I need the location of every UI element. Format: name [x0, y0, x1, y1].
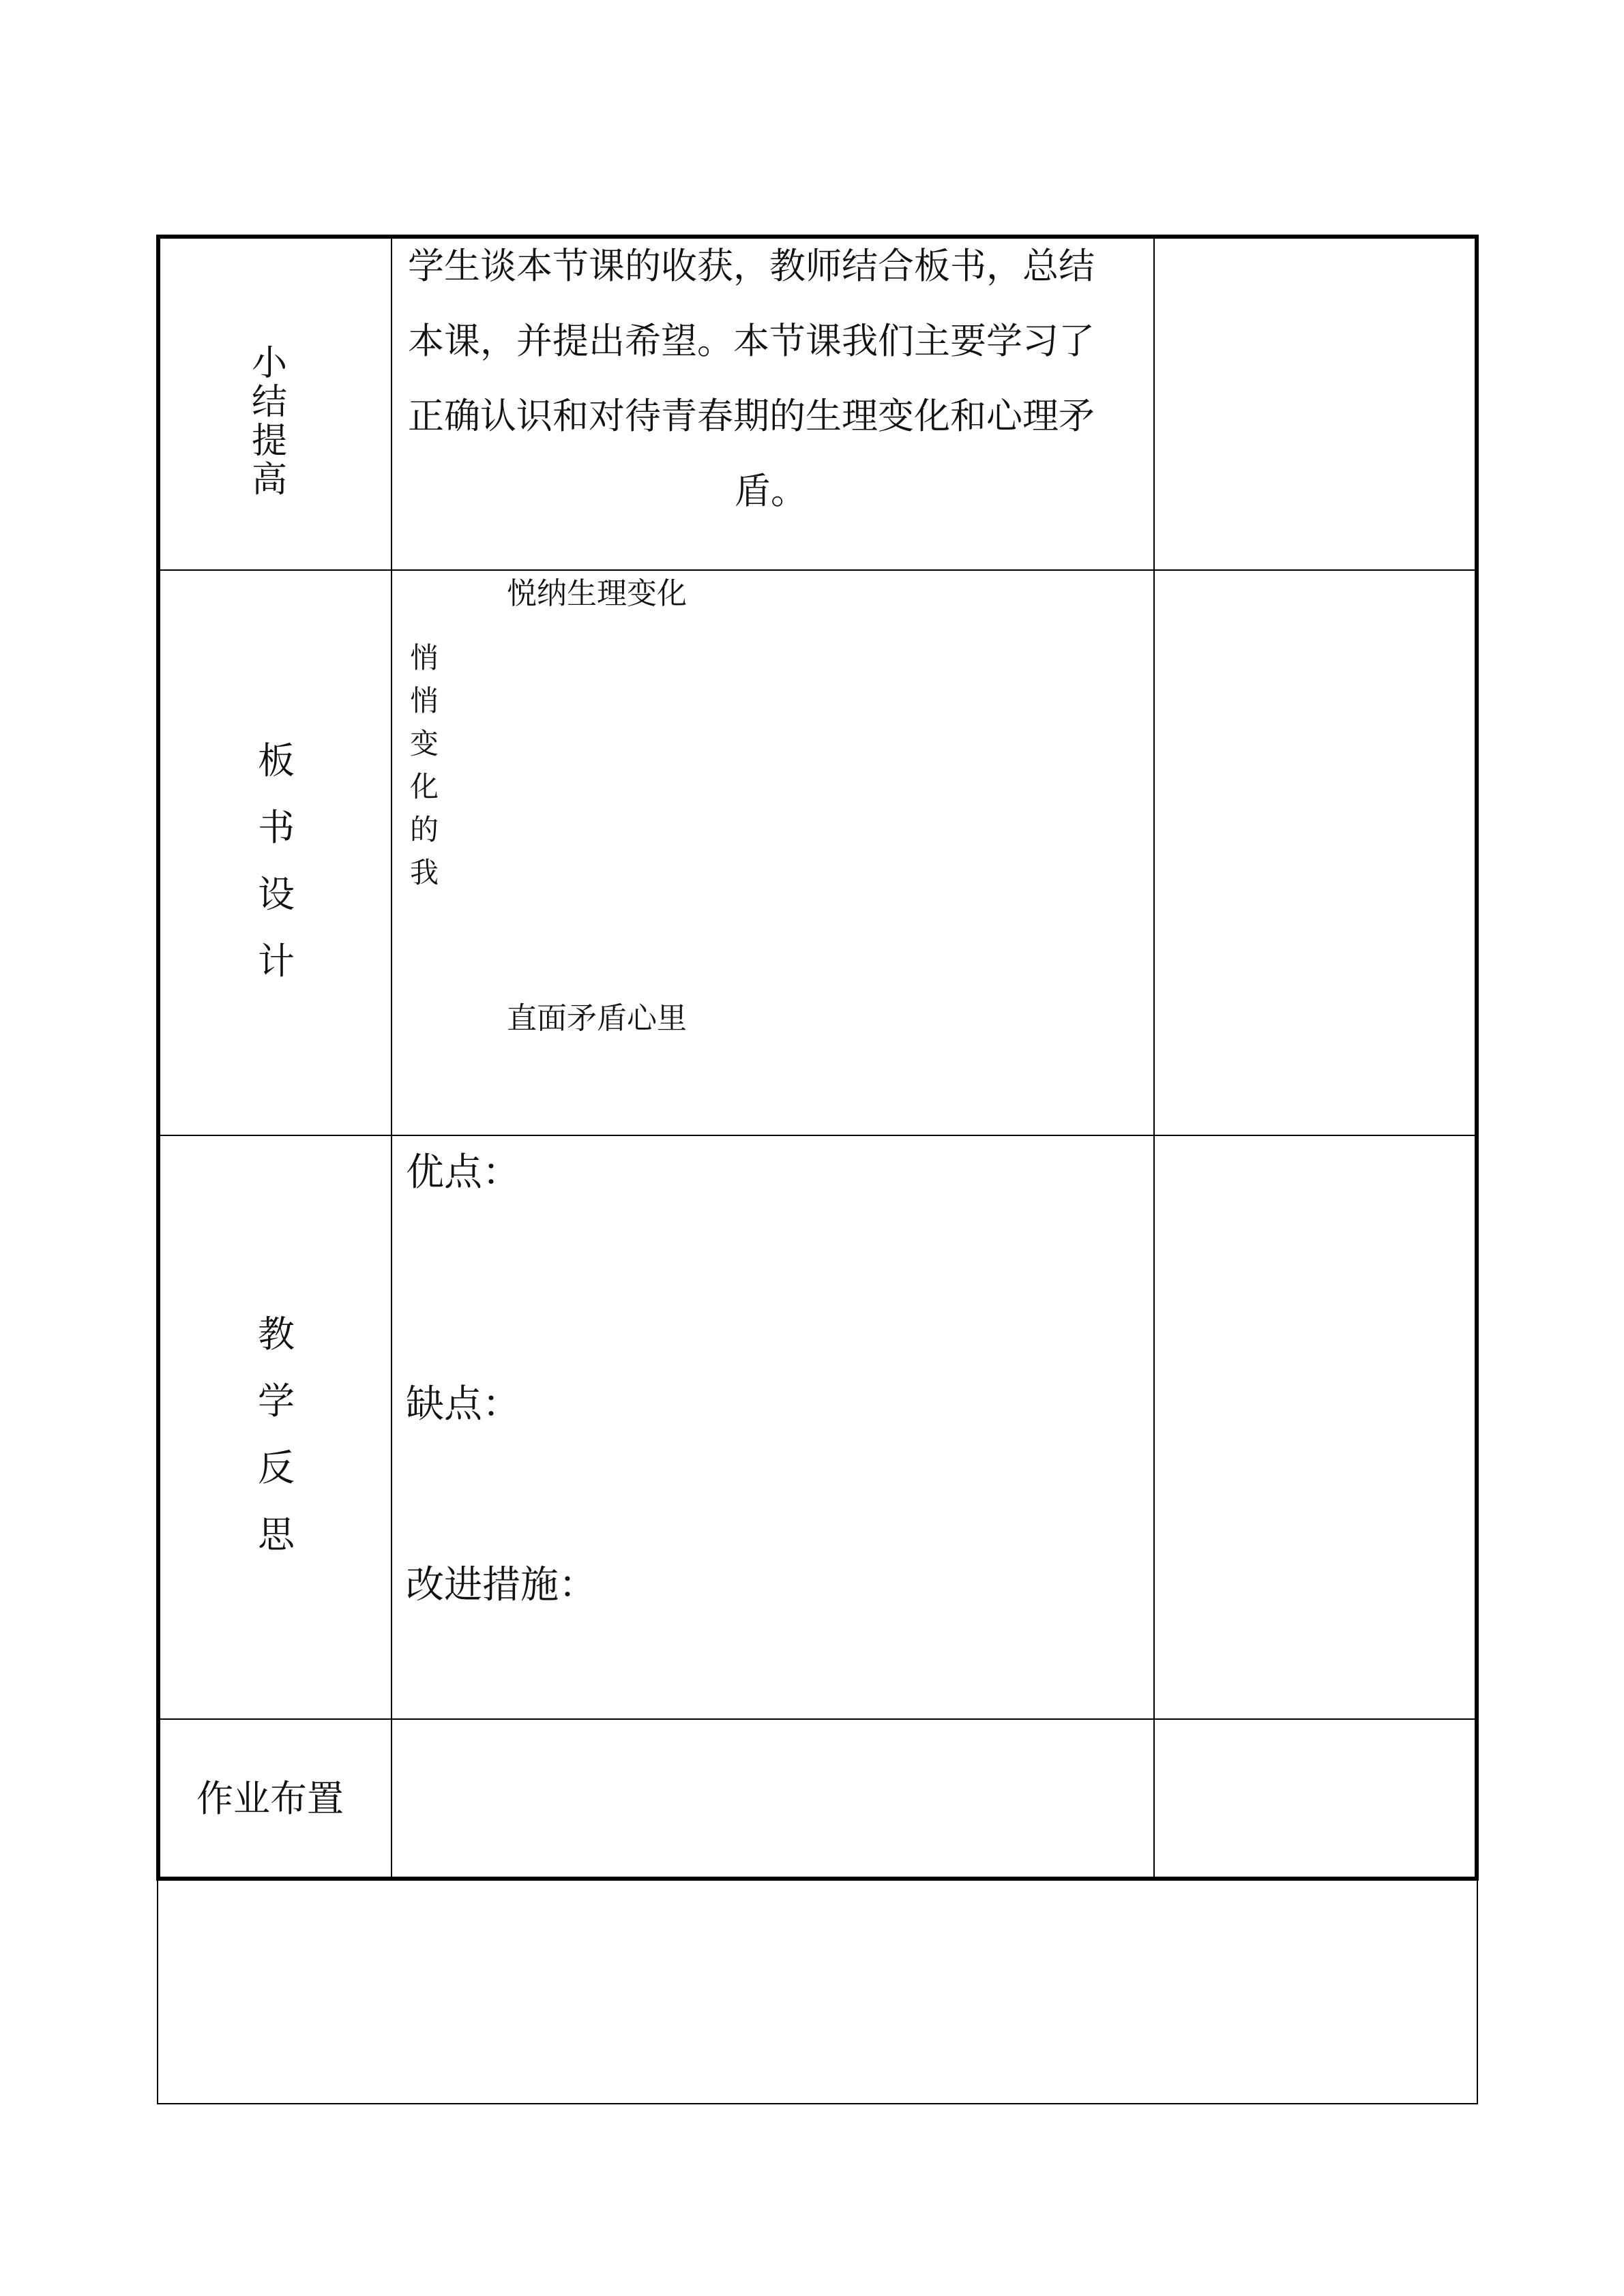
- table-right-border: [1475, 235, 1479, 1881]
- reflection-disadvantages-label: 缺点：: [406, 1382, 520, 1427]
- summary-content-line-3: 正确认识和对待青春期的生理变化和心理矛: [408, 396, 1095, 437]
- reflection-label-char-1: 教: [258, 1313, 295, 1356]
- row-divider-1: [156, 569, 1479, 571]
- table-top-border: [156, 235, 1479, 239]
- board-vertical-char-3: 变: [409, 727, 439, 760]
- summary-row-label: [239, 344, 300, 500]
- row-divider-3: [156, 1718, 1479, 1720]
- reflection-label-char-2: 学: [258, 1380, 295, 1422]
- board-vertical-char-6: 我: [409, 856, 439, 889]
- homework-row-label: 作业布置: [196, 1777, 344, 1820]
- row-divider-2: [156, 1135, 1479, 1136]
- column-divider-2: [1153, 235, 1155, 1878]
- board-vertical-title: [405, 636, 443, 894]
- summary-content-line-2: 本课，并提出希望。本节课我们主要学习了: [408, 320, 1095, 362]
- reflection-improvements-label: 改进措施：: [406, 1563, 597, 1607]
- summary-label-char-1: 小: [251, 343, 287, 384]
- lower-box-left-border: [157, 1879, 158, 2104]
- summary-label-char-3: 提: [251, 421, 287, 462]
- summary-label-char-2: 结: [251, 382, 287, 423]
- reflection-row-label: [246, 1301, 307, 1568]
- board-top-text: 悦纳生理变化: [507, 576, 687, 611]
- reflection-label-char-3: 反: [258, 1446, 295, 1489]
- board-label-char-2: 书: [258, 806, 295, 849]
- board-label-char-3: 设: [258, 873, 295, 916]
- column-divider-1: [391, 235, 392, 1878]
- lower-box-bottom-border: [157, 2103, 1478, 2104]
- summary-content-line-4: 盾。: [735, 471, 807, 512]
- table-left-border: [156, 235, 160, 1881]
- reflection-label-char-4: 思: [258, 1513, 295, 1556]
- reflection-advantages-label: 优点：: [406, 1150, 520, 1195]
- board-vertical-char-4: 化: [409, 770, 439, 803]
- summary-content-line-1: 学生谈本节课的收获，教师结合板书，总结: [408, 245, 1095, 287]
- board-vertical-char-1: 悄: [409, 641, 439, 674]
- board-label-char-1: 板: [258, 739, 295, 782]
- lower-box-right-border: [1477, 1879, 1478, 2104]
- board-bottom-text: 直面矛盾心里: [507, 1001, 687, 1036]
- summary-label-char-4: 高: [251, 460, 287, 501]
- board-vertical-char-5: 的: [409, 813, 439, 846]
- board-label-char-4: 计: [258, 940, 295, 983]
- board-vertical-char-2: 悄: [409, 684, 439, 717]
- table-bottom-thick-border: [156, 1877, 1479, 1881]
- board-design-row-label: [246, 728, 307, 995]
